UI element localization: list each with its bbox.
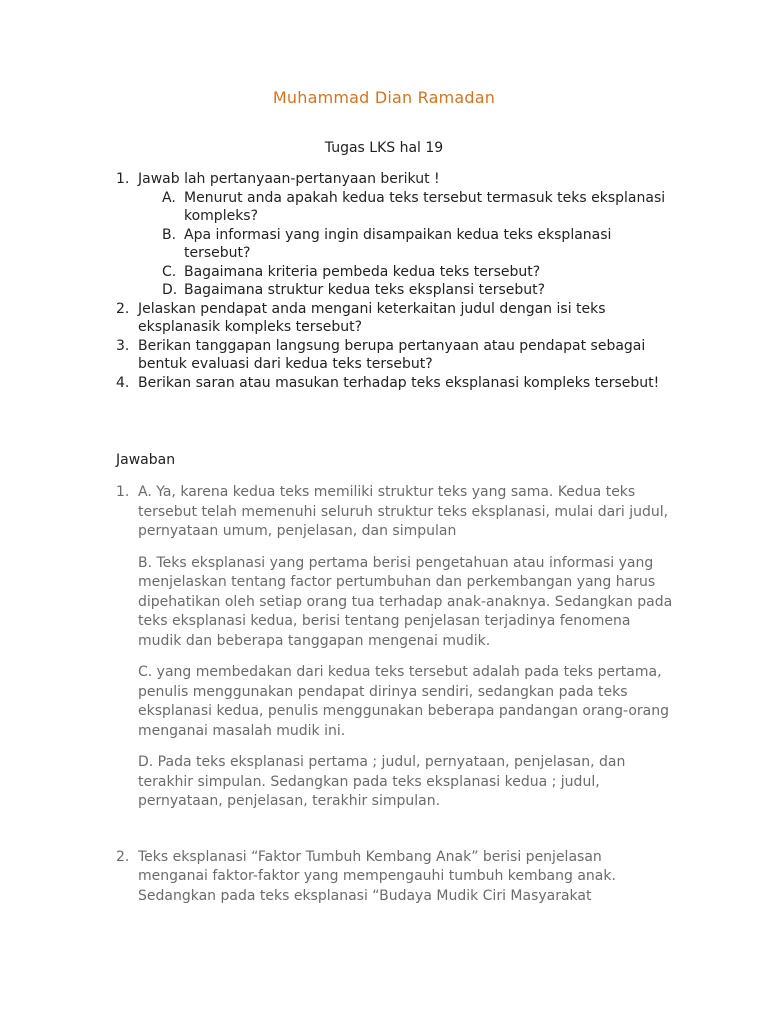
answer-paragraph: B. Teks eksplanasi yang pertama berisi pengetahuan atau informasi yang menjelaskan tentang factor pertumbuhan dan perkembangan yang harus dipehatikan oleh setiap orang tua terhadap anak-anaknya. Sedangkan pada teks eksplanasi kedua, berisi tentang penjelasan terjadinya fenomena mudik dan beberapa tanggapan mengenai mudik.	[138, 554, 673, 649]
answers-heading: Jawaban	[116, 452, 176, 468]
question-number: 4.	[116, 374, 130, 391]
sub-question-item	[162, 226, 676, 263]
sub-question-item	[162, 263, 676, 282]
answer-item	[116, 848, 676, 919]
sub-question-text: Bagaimana kriteria pembeda kedua teks tersebut?	[184, 263, 541, 280]
question-item	[116, 337, 676, 374]
question-item	[116, 170, 676, 300]
question-text: Berikan saran atau masukan terhadap teks eksplanasi kompleks tersebut!	[138, 374, 660, 391]
sub-question-text: Bagaimana struktur kedua teks eksplansi tersebut?	[184, 282, 546, 298]
answer-paragraph: Teks eksplanasi “Faktor Tumbuh Kembang Anak” berisi penjelasan menganai faktor-faktor yang mempengauhi tumbuh kembang anak. Sedangkan pada teks eksplanasi “Budaya Mudik Ciri Masyarakat	[138, 848, 616, 904]
question-number: 3.	[116, 337, 130, 354]
question-number: 2.	[116, 300, 130, 317]
sub-question-letter: D.	[162, 282, 178, 298]
answer-paragraph: A. Ya, karena kedua teks memiliki struktur teks yang sama. Kedua teks tersebut telah memenuhi seluruh struktur teks eksplanasi, mulai dari judul, pernyataan umum, penjelasan, dan simpulan	[138, 484, 669, 539]
sub-question-letter: B.	[162, 226, 177, 243]
question-text: Jawab lah pertanyaan-pertanyaan berikut !	[138, 171, 440, 187]
answer-list	[116, 483, 676, 918]
author-title: Muhammad Dian Ramadan	[272, 88, 496, 107]
question-text: Berikan tanggapan langsung berupa pertanyaan atau pendapat sebagai bentuk evaluasi dari kedua teks tersebut?	[138, 337, 646, 372]
answer-paragraph: C. yang membedakan dari kedua teks tersebut adalah pada teks pertama, penulis menggunakan pendapat dirinya sendiri, sedangkan pada teks eksplanasi kedua, penulis menggunakan beberapa pandangan orang-orang menganai masalah mudik ini.	[138, 664, 670, 739]
question-item	[116, 300, 676, 337]
sub-question-text: Apa informasi yang ingin disampaikan kedua teks eksplanasi tersebut?	[184, 226, 612, 261]
sub-question-letter: A.	[162, 189, 176, 206]
task-subtitle: Tugas LKS hal 19	[324, 140, 444, 156]
answer-number: 1.	[116, 484, 130, 500]
question-number: 1.	[116, 171, 130, 187]
question-item	[116, 374, 676, 393]
sub-question-item	[162, 281, 676, 300]
answer-item	[116, 483, 676, 824]
sub-question-item	[162, 189, 676, 226]
answer-number: 2.	[116, 848, 130, 865]
question-text: Jelaskan pendapat anda mengani keterkaitan judul dengan isi teks eksplanasik kompleks tersebut?	[138, 300, 606, 335]
question-list	[116, 170, 676, 392]
sub-question-text: Menurut anda apakah kedua teks tersebut termasuk teks eksplanasi kompleks?	[184, 189, 666, 224]
sub-question-letter: C.	[162, 263, 177, 280]
answer-paragraph: D. Pada teks eksplanasi pertama ; judul, pernyataan, penjelasan, dan terakhir simpulan. Sedangkan pada teks eksplanasi kedua ; judul, pernyataan, penjelasan, terakhir simpulan.	[138, 754, 626, 809]
sub-question-list	[162, 189, 676, 300]
